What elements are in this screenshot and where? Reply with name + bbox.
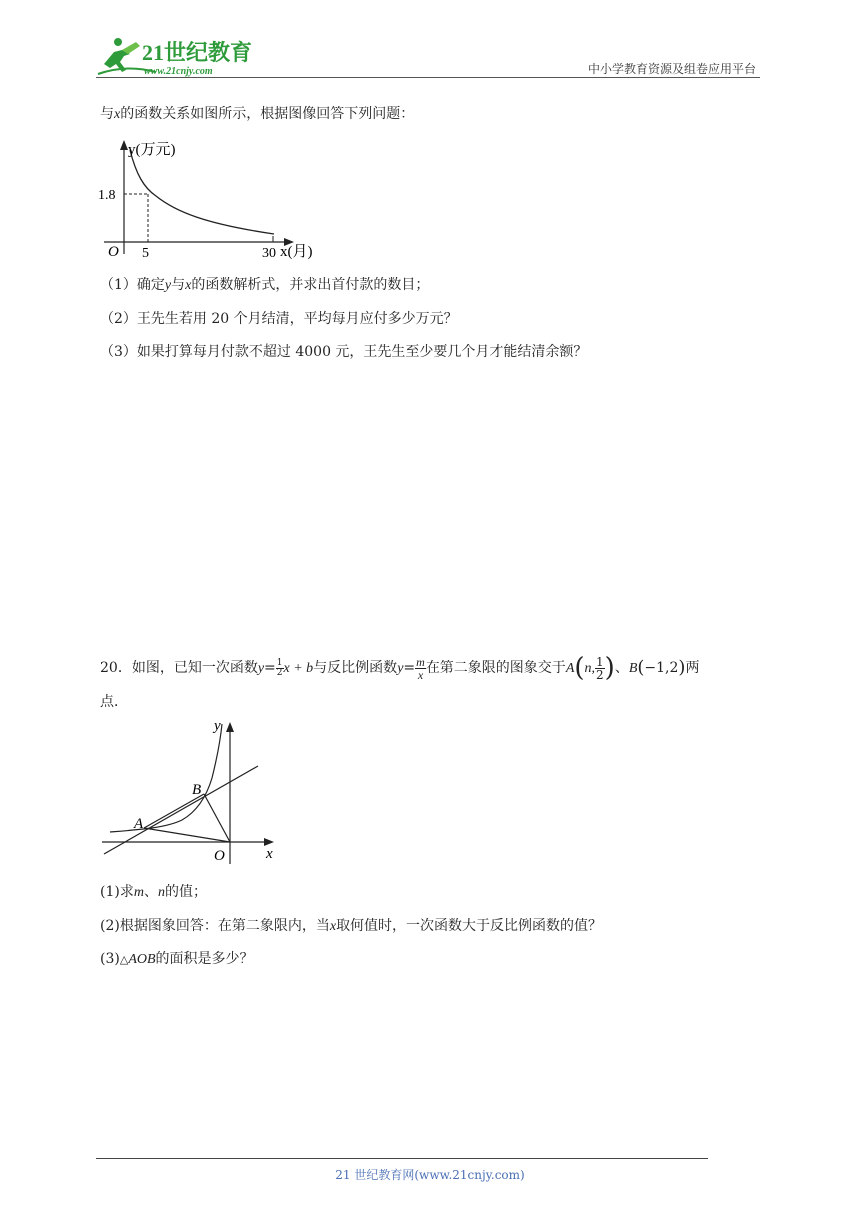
q20-pointA-fraction: $\frac{1}{2}$ <box>596 654 604 682</box>
q20-point-A-label: A <box>134 816 144 832</box>
q20-linear-line <box>104 766 258 854</box>
q20-sub1: (1)求m、n的值； <box>100 884 207 900</box>
q19-y-arrow <box>120 140 128 150</box>
q19-tick-30-label: 30 <box>262 246 276 261</box>
q20-fraction-m-over-x: $\frac{m}{x}$ <box>416 654 425 682</box>
header-platform-text: 中小学教育资源及组卷应用平台 <box>587 62 756 76</box>
q20-x-label: x <box>266 846 273 862</box>
logo-text: 21世纪教育 <box>142 40 253 65</box>
q20-segment-AO <box>144 828 230 842</box>
logo-url: www.21cnjy.com <box>144 66 213 77</box>
q19-hyperbola <box>130 150 274 234</box>
q20-x-arrow <box>264 838 274 846</box>
header-divider <box>96 77 760 78</box>
q19-tick-5-label: 5 <box>142 246 149 261</box>
q20-y-label: y <box>214 718 221 734</box>
q19-x-label: x(月) <box>280 244 313 260</box>
footer-divider <box>96 1158 708 1159</box>
q20-sub3: (3)△AOB的面积是多少？ <box>100 951 254 967</box>
q20-graph <box>96 714 286 866</box>
q20-fraction-half: $\frac{1}{2}$ <box>276 657 283 678</box>
q19-origin-label: O <box>108 244 119 260</box>
q19-sub2: （2）王先生若用 20 个月结清，平均每月应付多少万元？ <box>100 311 458 327</box>
q20-origin-label: O <box>214 848 225 864</box>
footer-link[interactable]: 21 世纪教育网(www.21cnjy.com) <box>335 1168 525 1182</box>
q19-graph <box>96 136 336 264</box>
q20-sub2: (2)根据图象回答：在第二象限内，当x取何值时，一次函数大于反比例函数的值？ <box>100 918 603 934</box>
q20-stem-line2: 点． <box>100 694 128 710</box>
q19-y-label: y(万元) <box>128 142 176 158</box>
q19-sub1: （1）确定y与x的函数解析式，并求出首付款的数目； <box>100 277 430 293</box>
q20-y-arrow <box>226 722 234 732</box>
site-logo <box>96 34 266 80</box>
q19-sub3: （3）如果打算每月付款不超过 4000 元，王先生至少要几个月才能结清余额？ <box>100 344 588 360</box>
q20-stem: 20．如图，已知一次函数y= $\frac{1}{2}$ x + b与反比例函数y= $\frac{m}{x}$ 在第二象限的图象交于A(n, $\frac{1}{2}$ )、B(−1,2)两 <box>100 653 700 683</box>
q20-segment-BO <box>204 794 230 842</box>
q20-point-B-label: B <box>192 782 202 798</box>
q19-tick-y-label: 1.8 <box>98 188 116 203</box>
q19-intro: 与x的函数关系如图所示，根据图像回答下列问题： <box>100 106 415 122</box>
